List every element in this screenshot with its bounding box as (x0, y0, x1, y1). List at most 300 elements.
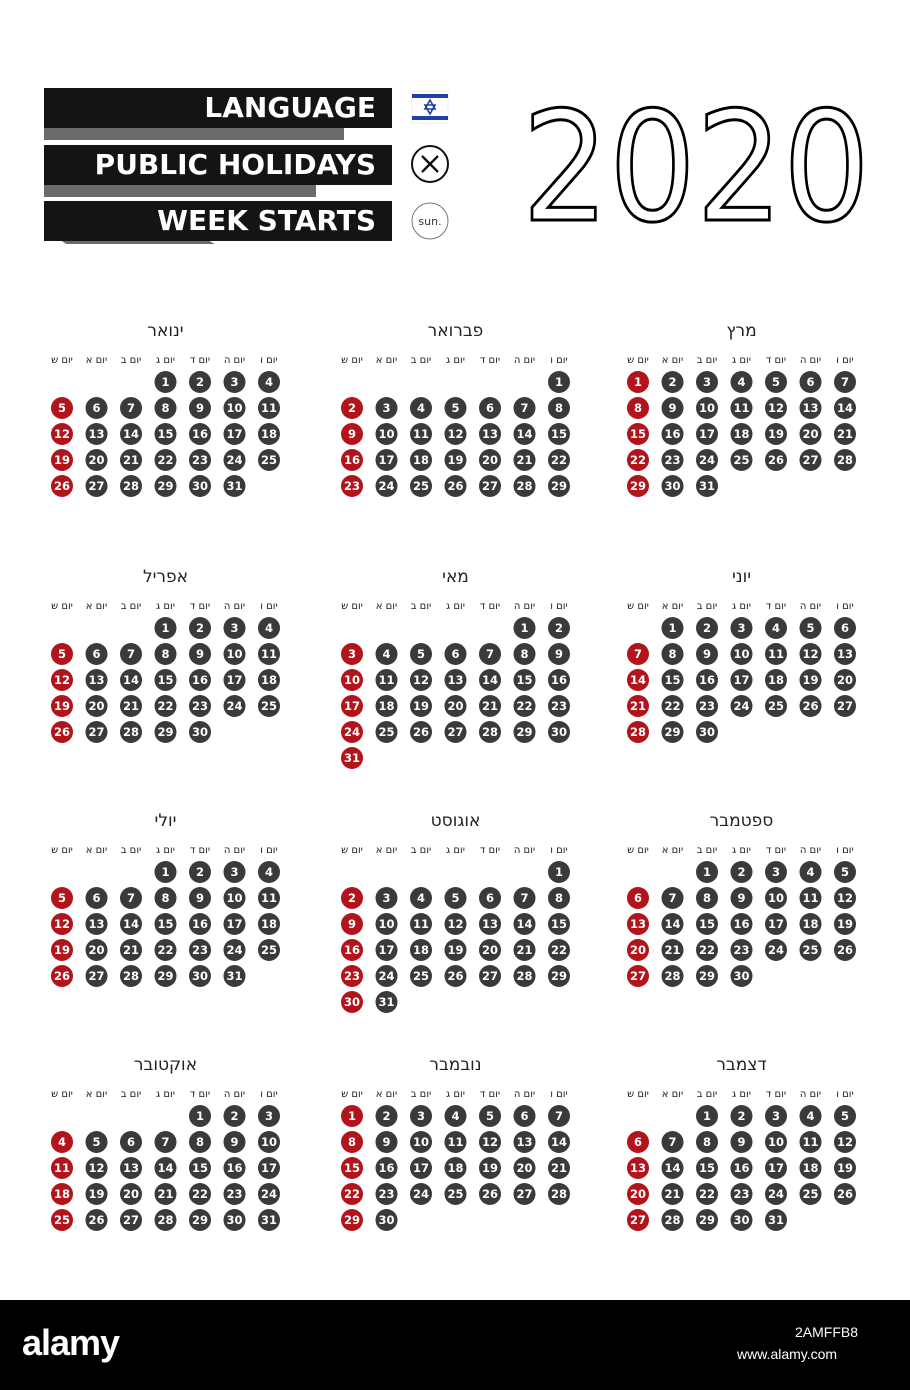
day-number: 25 (767, 699, 785, 713)
day-number: 8 (161, 401, 170, 415)
day-number: 28 (516, 969, 533, 983)
day-number: 3 (737, 621, 746, 635)
image-id: 2AMFFB8 (795, 1324, 859, 1340)
weekday-header: יום ה (513, 845, 536, 856)
brand-logo: alamy (22, 1322, 120, 1363)
day-number: 28 (122, 725, 140, 739)
day-number: 27 (88, 479, 105, 493)
day-number: 29 (157, 969, 174, 983)
day-number: 18 (767, 673, 785, 687)
day-number: 26 (836, 943, 854, 957)
day-number: 27 (88, 969, 105, 983)
day-number: 6 (451, 647, 460, 661)
weekday-header: יום ה (799, 601, 822, 612)
day-number: 12 (53, 673, 71, 687)
day-number: 31 (343, 751, 361, 765)
day-number: 27 (447, 725, 464, 739)
weekday-header: יום ג (156, 601, 175, 612)
day-number: 22 (157, 699, 174, 713)
day-number: 22 (698, 1187, 716, 1201)
day-number: 18 (447, 1161, 464, 1175)
weekday-header: יום ג (446, 355, 465, 366)
day-number: 22 (516, 699, 533, 713)
weekday-header: יום ו (260, 601, 278, 612)
day-number: 24 (226, 453, 243, 467)
weekday-header: יום ה (513, 601, 536, 612)
day-number: 7 (126, 401, 136, 415)
month-block (341, 321, 570, 497)
weekday-header: יום ד (189, 1089, 211, 1100)
day-number: 23 (191, 699, 209, 713)
day-number: 20 (836, 673, 854, 687)
day-number: 28 (550, 1187, 568, 1201)
day-number: 9 (195, 647, 205, 661)
day-number: 15 (343, 1161, 361, 1175)
day-number: 16 (378, 1161, 395, 1175)
month-block (51, 321, 280, 497)
day-number: 20 (481, 453, 499, 467)
day-number: 6 (520, 1109, 529, 1123)
day-number: 20 (516, 1161, 533, 1175)
day-number: 23 (226, 1187, 243, 1201)
day-number: 25 (260, 699, 278, 713)
day-number: 30 (664, 479, 681, 493)
day-number: 7 (126, 647, 136, 661)
weekday-header: יום ש (627, 845, 649, 856)
day-number: 2 (382, 1109, 391, 1123)
day-number: 23 (191, 943, 209, 957)
day-number: 27 (481, 479, 499, 493)
day-number: 24 (260, 1187, 278, 1201)
day-number: 16 (191, 917, 209, 931)
day-number: 28 (516, 479, 533, 493)
weekday-header: יום ג (732, 355, 751, 366)
day-number: 17 (226, 917, 243, 931)
month-title: יוני (731, 567, 752, 587)
weekday-header: יום ב (120, 355, 142, 366)
day-number: 27 (516, 1187, 533, 1201)
weekday-header: יום א (661, 355, 684, 366)
day-number: 15 (550, 917, 568, 931)
day-number: 18 (802, 917, 819, 931)
month-block (51, 567, 280, 743)
day-number: 31 (260, 1213, 278, 1227)
day-number: 27 (802, 453, 819, 467)
day-number: 9 (668, 401, 677, 415)
day-number: 20 (122, 1187, 140, 1201)
day-number: 2 (554, 621, 564, 635)
day-number: 25 (260, 943, 278, 957)
day-number: 7 (668, 891, 677, 905)
day-number: 9 (737, 1135, 746, 1149)
day-number: 3 (382, 401, 391, 415)
day-number: 22 (157, 453, 174, 467)
weekday-header: יום ד (189, 845, 211, 856)
day-number: 10 (226, 891, 243, 905)
day-number: 8 (347, 1135, 357, 1149)
day-number: 8 (161, 891, 170, 905)
day-number: 14 (122, 427, 140, 441)
day-number: 11 (802, 1135, 819, 1149)
weekday-header: יום ש (341, 601, 363, 612)
day-number: 10 (226, 647, 243, 661)
day-number: 23 (378, 1187, 395, 1201)
weekday-header: יום ו (550, 601, 568, 612)
language-banner: LANGUAGE (44, 88, 392, 128)
weekday-header: יום ד (189, 355, 211, 366)
day-number: 26 (767, 453, 785, 467)
day-number: 6 (92, 647, 101, 661)
day-number: 12 (836, 891, 854, 905)
day-number: 29 (157, 479, 174, 493)
day-number: 20 (88, 453, 105, 467)
day-number: 12 (767, 401, 785, 415)
day-number: 22 (191, 1187, 209, 1201)
day-number: 10 (378, 917, 395, 931)
weekday-header: יום ש (627, 355, 649, 366)
month-title: ספטמבר (709, 811, 774, 831)
weekday-header: יום ה (513, 355, 536, 366)
day-number: 12 (412, 673, 430, 687)
weekday-header: יום ש (51, 845, 73, 856)
weekday-header: יום ב (696, 1089, 718, 1100)
day-number: 19 (412, 699, 430, 713)
weekday-header: יום ו (260, 355, 278, 366)
month-title: אפריל (142, 567, 189, 587)
day-number: 6 (806, 375, 815, 389)
day-number: 8 (554, 891, 564, 905)
weekday-header: יום ה (223, 845, 246, 856)
day-number: 21 (516, 453, 533, 467)
day-number: 8 (520, 647, 529, 661)
day-number: 15 (698, 917, 716, 931)
day-number: 1 (161, 375, 170, 389)
day-number: 17 (767, 1161, 785, 1175)
day-number: 29 (698, 1213, 716, 1227)
day-number: 17 (378, 453, 395, 467)
svg-text:2020: 2020 (522, 92, 870, 232)
weekday-header: יום ו (550, 355, 568, 366)
day-number: 10 (378, 427, 395, 441)
day-number: 12 (481, 1135, 499, 1149)
day-number: 29 (550, 969, 568, 983)
footer-bar (0, 1300, 910, 1390)
weekday-header: יום ג (446, 1089, 465, 1100)
weekday-header: יום ו (260, 1089, 278, 1100)
day-number: 14 (664, 917, 681, 931)
day-number: 9 (737, 891, 746, 905)
month-block (51, 811, 280, 987)
weekday-header: יום ש (51, 601, 73, 612)
weekday-header: יום ש (627, 1089, 649, 1100)
day-number: 4 (57, 1135, 67, 1149)
weekday-header: יום א (375, 845, 398, 856)
day-number: 20 (629, 1187, 647, 1201)
day-number: 2 (195, 865, 205, 879)
weekday-header: יום ה (223, 355, 246, 366)
week-starts-banner: WEEK STARTS (44, 201, 392, 241)
day-number: 11 (733, 401, 750, 415)
weekday-header: יום ד (765, 355, 787, 366)
day-number: 14 (516, 427, 533, 441)
weekday-header: יום ה (799, 355, 822, 366)
day-number: 12 (447, 917, 464, 931)
day-number: 13 (481, 917, 499, 931)
day-number: 7 (520, 401, 529, 415)
day-number: 11 (447, 1135, 464, 1149)
day-number: 16 (226, 1161, 243, 1175)
day-number: 9 (195, 401, 205, 415)
day-number: 26 (412, 725, 430, 739)
day-number: 7 (554, 1109, 564, 1123)
day-number: 23 (733, 1187, 750, 1201)
day-number: 14 (664, 1161, 681, 1175)
weekday-header: יום א (661, 601, 684, 612)
day-number: 31 (226, 479, 243, 493)
day-number: 5 (806, 621, 815, 635)
day-number: 5 (92, 1135, 101, 1149)
day-number: 6 (92, 401, 101, 415)
day-number: 5 (451, 891, 460, 905)
day-number: 14 (516, 917, 533, 931)
day-number: 23 (191, 453, 209, 467)
day-number: 23 (550, 699, 568, 713)
day-number: 27 (88, 725, 105, 739)
day-number: 21 (664, 1187, 681, 1201)
day-number: 24 (226, 699, 243, 713)
weekday-header: יום ו (836, 355, 854, 366)
day-number: 4 (264, 865, 274, 879)
day-number: 16 (191, 673, 209, 687)
day-number: 12 (53, 427, 71, 441)
day-number: 11 (767, 647, 785, 661)
day-number: 12 (802, 647, 819, 661)
day-number: 26 (53, 725, 71, 739)
month-title: מרץ (726, 321, 757, 341)
day-number: 23 (698, 699, 716, 713)
day-number: 30 (550, 725, 568, 739)
day-number: 3 (771, 1109, 781, 1123)
day-number: 29 (516, 725, 533, 739)
day-number: 9 (347, 427, 357, 441)
day-number: 10 (226, 401, 243, 415)
day-number: 4 (416, 891, 426, 905)
day-number: 27 (629, 1213, 647, 1227)
day-number: 20 (88, 699, 105, 713)
day-number: 18 (802, 1161, 819, 1175)
day-number: 27 (481, 969, 499, 983)
day-number: 8 (554, 401, 564, 415)
day-number: 2 (737, 865, 746, 879)
day-number: 24 (226, 943, 243, 957)
day-number: 7 (126, 891, 136, 905)
day-number: 7 (633, 647, 643, 661)
day-number: 2 (195, 621, 205, 635)
weekday-header: יום ב (696, 845, 718, 856)
day-number: 18 (53, 1187, 71, 1201)
day-number: 4 (264, 375, 274, 389)
day-number: 20 (802, 427, 819, 441)
day-number: 6 (485, 891, 495, 905)
day-number: 5 (451, 401, 460, 415)
weekday-header: יום ב (120, 1089, 142, 1100)
website-url: www.alamy.com (737, 1346, 838, 1362)
day-number: 24 (343, 725, 361, 739)
day-number: 16 (343, 943, 361, 957)
weekday-header: יום א (85, 601, 108, 612)
weekday-header: יום ב (410, 1089, 432, 1100)
month-title: פברואר (427, 321, 484, 341)
month-title: יולי (154, 811, 177, 831)
day-number: 7 (485, 647, 495, 661)
day-number: 21 (157, 1187, 174, 1201)
day-number: 2 (347, 401, 357, 415)
day-number: 16 (733, 1161, 750, 1175)
day-number: 24 (378, 969, 395, 983)
day-number: 3 (416, 1109, 426, 1123)
day-number: 13 (629, 917, 647, 931)
weekday-header: יום ש (341, 355, 363, 366)
day-number: 1 (702, 1109, 712, 1123)
day-number: 29 (550, 479, 568, 493)
day-number: 13 (88, 673, 105, 687)
day-number: 17 (698, 427, 716, 441)
day-number: 3 (382, 891, 391, 905)
day-number: 30 (343, 995, 361, 1009)
day-number: 15 (664, 673, 681, 687)
day-number: 30 (698, 725, 716, 739)
weekday-header: יום ב (410, 355, 432, 366)
day-number: 21 (122, 699, 140, 713)
day-number: 13 (481, 427, 499, 441)
day-number: 9 (230, 1135, 239, 1149)
day-number: 8 (702, 891, 712, 905)
day-number: 29 (343, 1213, 361, 1227)
weekday-header: יום ה (223, 1089, 246, 1100)
weekday-header: יום א (85, 845, 108, 856)
day-number: 24 (412, 1187, 430, 1201)
day-number: 26 (53, 479, 71, 493)
day-number: 5 (840, 1109, 850, 1123)
day-number: 17 (412, 1161, 430, 1175)
day-number: 17 (733, 673, 750, 687)
day-number: 21 (550, 1161, 568, 1175)
day-number: 23 (733, 943, 750, 957)
weekday-header: יום א (661, 845, 684, 856)
month-title: אוקטובר (133, 1055, 198, 1075)
day-number: 23 (664, 453, 681, 467)
day-number: 20 (88, 943, 105, 957)
weekday-header: יום א (661, 1089, 684, 1100)
day-number: 27 (629, 969, 647, 983)
day-number: 29 (629, 479, 647, 493)
day-number: 17 (767, 917, 785, 931)
weekday-header: יום א (375, 355, 398, 366)
day-number: 26 (481, 1187, 499, 1201)
day-number: 13 (447, 673, 464, 687)
day-number: 21 (664, 943, 681, 957)
weekday-header: יום ה (799, 1089, 822, 1100)
weekday-header: יום א (375, 601, 398, 612)
day-number: 30 (733, 1213, 750, 1227)
day-number: 11 (378, 673, 395, 687)
weekday-header: יום ה (223, 601, 246, 612)
day-number: 6 (633, 891, 643, 905)
day-number: 6 (633, 1135, 643, 1149)
day-number: 9 (702, 647, 712, 661)
weekday-header: יום ב (696, 601, 718, 612)
day-number: 1 (520, 621, 529, 635)
day-number: 19 (53, 943, 71, 957)
day-number: 26 (802, 699, 819, 713)
day-number: 13 (122, 1161, 140, 1175)
day-number: 30 (733, 969, 750, 983)
day-number: 11 (412, 427, 430, 441)
day-number: 8 (702, 1135, 712, 1149)
weekday-header: יום ו (836, 1089, 854, 1100)
day-number: 24 (733, 699, 750, 713)
day-number: 25 (802, 1187, 819, 1201)
day-number: 1 (195, 1109, 205, 1123)
day-number: 17 (343, 699, 361, 713)
day-number: 16 (191, 427, 209, 441)
weekday-header: יום ד (765, 601, 787, 612)
day-number: 29 (157, 725, 174, 739)
day-number: 25 (378, 725, 395, 739)
weekday-header: יום ב (410, 601, 432, 612)
weekday-header: יום ה (799, 845, 822, 856)
day-number: 17 (226, 673, 243, 687)
weekday-header: יום ב (410, 845, 432, 856)
day-number: 21 (481, 699, 499, 713)
month-title: ינואר (147, 321, 184, 341)
day-number: 1 (347, 1109, 357, 1123)
day-number: 18 (412, 453, 430, 467)
day-number: 21 (516, 943, 533, 957)
weekday-header: יום ד (479, 355, 501, 366)
day-number: 24 (378, 479, 395, 493)
day-number: 2 (230, 1109, 239, 1123)
day-number: 19 (53, 699, 71, 713)
day-number: 19 (836, 1161, 854, 1175)
day-number: 16 (550, 673, 568, 687)
day-number: 4 (416, 401, 426, 415)
day-number: 13 (516, 1135, 533, 1149)
day-number: 15 (157, 673, 174, 687)
day-number: 28 (122, 969, 140, 983)
weekday-header: יום ג (156, 355, 175, 366)
weekday-header: יום ב (120, 845, 142, 856)
day-number: 14 (157, 1161, 174, 1175)
weekday-header: יום ג (732, 1089, 751, 1100)
weekday-header: יום ג (732, 845, 751, 856)
month-title: נובמבר (429, 1055, 482, 1075)
day-number: 5 (57, 891, 67, 905)
day-number: 20 (629, 943, 647, 957)
day-number: 25 (412, 479, 430, 493)
day-number: 6 (485, 401, 495, 415)
weekday-header: יום ה (513, 1089, 536, 1100)
weekday-header: יום ש (51, 1089, 73, 1100)
day-number: 5 (485, 1109, 495, 1123)
month-block (341, 567, 570, 769)
day-number: 24 (767, 943, 785, 957)
day-number: 22 (698, 943, 716, 957)
day-number: 23 (343, 479, 361, 493)
day-number: 30 (378, 1213, 395, 1227)
weekday-header: יום ב (696, 355, 718, 366)
day-number: 3 (230, 865, 239, 879)
